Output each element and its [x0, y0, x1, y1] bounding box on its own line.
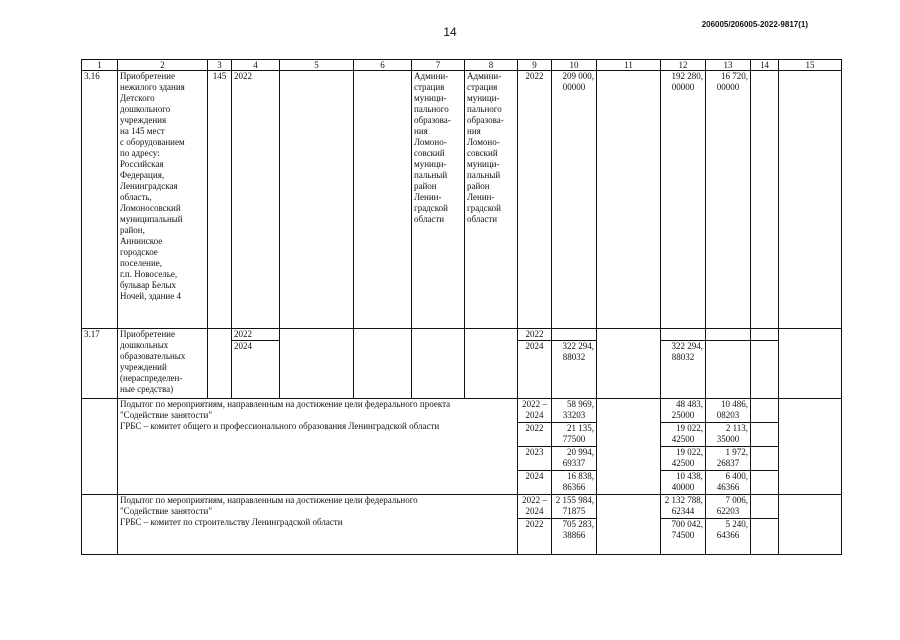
- text-line: страция: [467, 82, 498, 92]
- empty-cell: [82, 399, 118, 495]
- text-line: градской: [467, 203, 501, 213]
- year-cell: 2022: [518, 519, 552, 555]
- text-line: Ночей, здание 4: [120, 291, 181, 301]
- amount-col13: 7 006, 62203: [706, 495, 751, 519]
- empty-cell: [751, 519, 779, 555]
- empty-cell: [779, 71, 842, 329]
- empty-cell: [751, 329, 779, 341]
- empty-cell: [280, 329, 354, 399]
- text-line: образова-: [467, 115, 504, 125]
- amount-col12: 322 294, 88032: [661, 341, 706, 399]
- organization-cell: [412, 71, 465, 329]
- text-line: с оборудованием: [120, 137, 185, 147]
- subtotal-row: [82, 495, 842, 519]
- empty-cell: [751, 423, 779, 447]
- page-number: 14: [443, 25, 457, 39]
- text-line: ния: [414, 126, 428, 136]
- total-amount: 16 838, 86366: [552, 471, 597, 495]
- text-line: Ленинградская: [120, 181, 178, 191]
- text-line: бульвар Белых: [120, 280, 177, 290]
- start-year-cell: 2024: [232, 341, 280, 399]
- col-header: 11: [597, 60, 661, 71]
- text-line: пальный: [414, 170, 448, 180]
- text-line: Российская: [120, 159, 164, 169]
- text-line: на 145 мест: [120, 126, 165, 136]
- amount-col12: 19 022, 42500: [661, 447, 706, 471]
- total-amount: 322 294, 88032: [552, 341, 597, 399]
- text-line: муници-: [414, 93, 447, 103]
- text-line: городское: [120, 247, 158, 257]
- total-amount: 2 155 984, 71875: [552, 495, 597, 519]
- empty-cell: [779, 329, 842, 399]
- total-amount: 705 283, 38866: [552, 519, 597, 555]
- empty-cell: [779, 399, 842, 495]
- year-cell: 2022 – 2024: [518, 399, 552, 423]
- text-line: страция: [414, 82, 445, 92]
- text-line: дошкольных: [120, 340, 169, 350]
- text-line: дошкольного: [120, 104, 171, 114]
- start-year-cell: 2022: [232, 71, 280, 329]
- item-name: [118, 71, 208, 329]
- empty-cell: [82, 495, 118, 555]
- empty-cell: [751, 341, 779, 399]
- subtotal-label: Подытог по мероприятиям, направленным на достижение цели федерального проекта "Содействие занятости" ГРБС – комитет общего и профессионального образования Ленинградской области: [118, 399, 518, 495]
- text-line: Аннинское: [120, 236, 163, 246]
- empty-cell: [751, 399, 779, 423]
- text-line: район: [414, 181, 437, 191]
- document-id: 206005/206005-2022-9817(1): [701, 20, 808, 29]
- total-amount: 20 994, 69337: [552, 447, 597, 471]
- year-cell: 2022: [518, 329, 552, 341]
- amount-col12: 10 438, 40000: [661, 471, 706, 495]
- text-line: учреждения: [120, 115, 167, 125]
- text-line: Ломоно-: [414, 137, 447, 147]
- text-line: учреждений: [120, 362, 167, 372]
- empty-cell: [751, 71, 779, 329]
- empty-cell: [280, 71, 354, 329]
- budget-table: [81, 59, 842, 555]
- text-line: муници-: [467, 93, 500, 103]
- text-line: Ленин-: [414, 192, 442, 202]
- empty-cell: [597, 399, 661, 495]
- text-line: Ломоносовский: [120, 203, 181, 213]
- empty-cell: [751, 471, 779, 495]
- amount-col13: 5 240, 64366: [706, 519, 751, 555]
- table-row: [82, 71, 842, 329]
- col-header: 5: [280, 60, 354, 71]
- text-line: муници-: [467, 159, 500, 169]
- col-header: 7: [412, 60, 465, 71]
- text-line: Админи-: [467, 71, 502, 81]
- empty-cell: [597, 329, 661, 399]
- start-year-cell: 2022: [232, 329, 280, 341]
- text-line: Приобретение: [120, 71, 175, 81]
- year-cell: 2023: [518, 447, 552, 471]
- col-header: 8: [465, 60, 518, 71]
- year-cell: 2024: [518, 341, 552, 399]
- table-row: [82, 329, 842, 341]
- col-header: 2: [118, 60, 208, 71]
- col-header: 9: [518, 60, 552, 71]
- text-line: муниципальный: [120, 214, 183, 224]
- empty-cell: [597, 495, 661, 555]
- text-line: г.п. Новоселье,: [120, 269, 178, 279]
- amount-col13: 6 400, 46366: [706, 471, 751, 495]
- text-line: муници-: [414, 159, 447, 169]
- year-cell: 2022 – 2024: [518, 495, 552, 519]
- total-amount: 209 000, 00000: [552, 71, 597, 329]
- col-header: 4: [232, 60, 280, 71]
- organization-cell: [465, 71, 518, 329]
- capacity-cell: 145: [208, 71, 232, 329]
- text-line: Ленин-: [467, 192, 495, 202]
- amount-col13: 2 113, 35000: [706, 423, 751, 447]
- text-line: нежилого здания: [120, 82, 185, 92]
- empty-cell: [354, 71, 412, 329]
- amount-col12: 48 483, 25000: [661, 399, 706, 423]
- item-name: [118, 329, 208, 399]
- text-line: ные средства): [120, 384, 174, 394]
- empty-cell: [354, 329, 412, 399]
- empty-cell: [751, 495, 779, 519]
- empty-cell: [779, 495, 842, 555]
- row-number: 3.17: [82, 329, 118, 399]
- col-header: 15: [779, 60, 842, 71]
- text-line: пального: [467, 104, 502, 114]
- col-header: 3: [208, 60, 232, 71]
- empty-cell: [706, 341, 751, 399]
- empty-cell: [465, 329, 518, 399]
- col-header: 14: [751, 60, 779, 71]
- col-header: 10: [552, 60, 597, 71]
- col-header: 1: [82, 60, 118, 71]
- amount-col12: 2 132 788, 62344: [661, 495, 706, 519]
- empty-cell: [552, 329, 597, 341]
- text-line: ния: [467, 126, 481, 136]
- text-line: по адресу:: [120, 148, 160, 158]
- text-line: Приобретение: [120, 329, 175, 339]
- empty-cell: [751, 447, 779, 471]
- subtotal-row: [82, 399, 842, 423]
- amount-col12: 192 280, 00000: [661, 71, 706, 329]
- text-line: области: [414, 214, 445, 224]
- text-line: Детского: [120, 93, 155, 103]
- text-line: Федерация,: [120, 170, 165, 180]
- text-line: область,: [120, 192, 152, 202]
- row-number: 3.16: [82, 71, 118, 329]
- amount-col13: 10 486, 08203: [706, 399, 751, 423]
- text-line: Ломоно-: [467, 137, 500, 147]
- text-line: район: [467, 181, 490, 191]
- empty-cell: [706, 329, 751, 341]
- year-cell: 2024: [518, 471, 552, 495]
- year-cell: 2022: [518, 423, 552, 447]
- text-line: градской: [414, 203, 448, 213]
- text-line: пального: [414, 104, 449, 114]
- empty-cell: [661, 329, 706, 341]
- text-line: совский: [467, 148, 498, 158]
- total-amount: 58 969, 33203: [552, 399, 597, 423]
- amount-col12: 19 022, 42500: [661, 423, 706, 447]
- subtotal-label: Подытог по мероприятиям, направленным на достижение цели федерального "Содействие занятости" ГРБС – комитет по строительству Ленинградской области: [118, 495, 518, 555]
- text-line: области: [467, 214, 498, 224]
- text-line: (нераспределен-: [120, 373, 183, 383]
- amount-col12: 700 042, 74500: [661, 519, 706, 555]
- empty-cell: [597, 71, 661, 329]
- amount-col13: 1 972, 26837: [706, 447, 751, 471]
- col-header: 6: [354, 60, 412, 71]
- year-cell: 2022: [518, 71, 552, 329]
- col-header: 13: [706, 60, 751, 71]
- amount-col13: 16 720, 00000: [706, 71, 751, 329]
- text-line: пальный: [467, 170, 501, 180]
- text-line: Админи-: [414, 71, 449, 81]
- text-line: район,: [120, 225, 145, 235]
- total-amount: 21 135, 77500: [552, 423, 597, 447]
- empty-cell: [412, 329, 465, 399]
- text-line: поселение,: [120, 258, 163, 268]
- text-line: образова-: [414, 115, 451, 125]
- text-line: совский: [414, 148, 445, 158]
- empty-cell: [208, 329, 232, 399]
- col-header: 12: [661, 60, 706, 71]
- text-line: образовательных: [120, 351, 186, 361]
- column-number-row: [82, 60, 842, 71]
